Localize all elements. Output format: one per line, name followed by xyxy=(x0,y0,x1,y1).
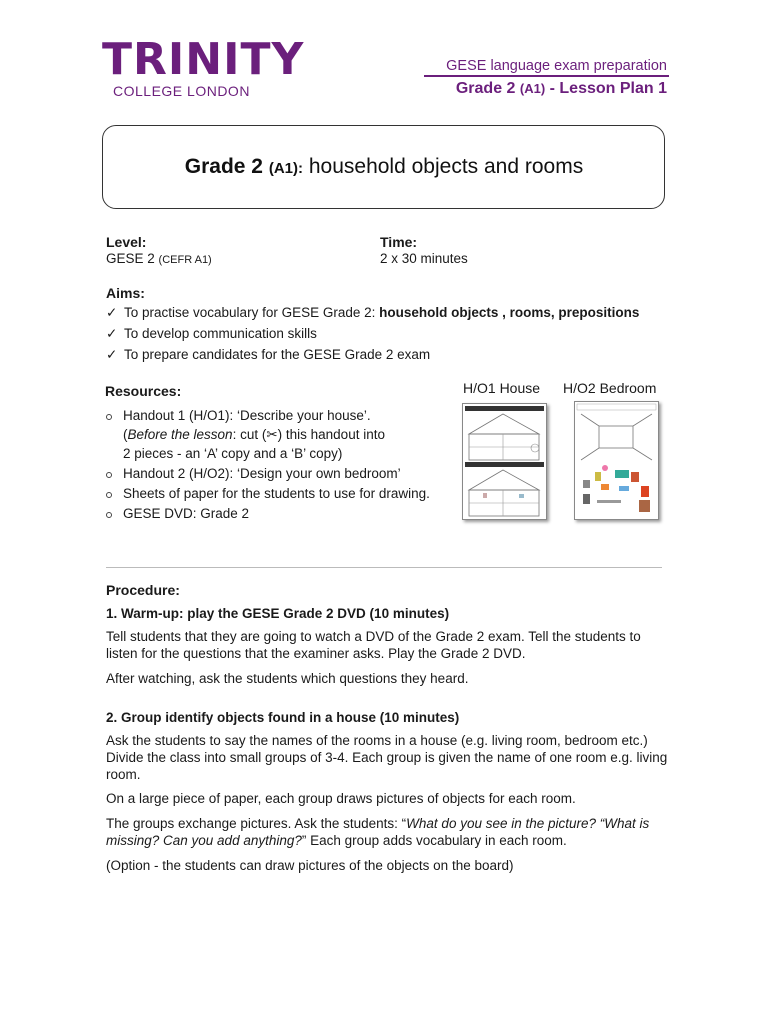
check-icon: ✓ xyxy=(106,326,118,341)
step2-paragraph-1: Ask the students to say the names of the rooms in a house (e.g. living room, bedroom etc.) Divide the class into small groups of 3-4. Each group is given the name of one room e.g. living room. xyxy=(106,733,668,782)
aim-item: ✓ To prepare candidates for the GESE Grade 2 exam xyxy=(106,344,639,365)
time-value: 2 x 30 minutes xyxy=(380,251,468,266)
aim-item: ✓ To develop communication skills xyxy=(106,323,639,344)
header-grade: Grade 2 xyxy=(455,80,516,97)
check-icon: ✓ xyxy=(106,347,118,362)
check-icon: ✓ xyxy=(106,305,118,320)
aims-list xyxy=(106,302,639,365)
aim-item: ✓ To practise vocabulary for GESE Grade 2: household objects , rooms, prepositions xyxy=(106,302,639,323)
resources-list xyxy=(106,406,466,524)
bullet-icon xyxy=(106,472,112,478)
aims-label: Aims: xyxy=(106,285,145,301)
resource-item: GESE DVD: Grade 2 xyxy=(106,504,466,523)
bullet-icon xyxy=(106,414,112,420)
step2-paragraph-2: On a large piece of paper, each group draws pictures of objects for each room. xyxy=(106,791,576,806)
aim-vocab-bold: household objects , rooms, prepositions xyxy=(379,305,640,320)
step1-heading: 1. Warm-up: play the GESE Grade 2 DVD (10 minutes) xyxy=(106,606,450,621)
resource-item: Handout 1 (H/O1): ‘Describe your house’. (Before the lesson: cut (✂) this handout into 2 pieces - an ‘A’ copy and a ‘B’ copy) xyxy=(106,406,466,463)
resource-item: Sheets of paper for the students to use for drawing. xyxy=(106,484,466,503)
page-title xyxy=(102,155,666,179)
title-grade: Grade 2 xyxy=(184,155,263,178)
logo-trinity: TRINITY xyxy=(102,34,305,85)
level-value xyxy=(106,251,212,266)
bullet-icon xyxy=(106,512,112,518)
header-plan: - Lesson Plan 1 xyxy=(549,80,667,97)
step2-heading: 2. Group identify objects found in a house (10 minutes) xyxy=(106,710,460,725)
level-cefr: (CEFR A1) xyxy=(158,254,212,266)
procedure-label: Procedure: xyxy=(106,582,180,598)
section-divider xyxy=(106,567,662,568)
house-handout-thumbnail xyxy=(462,403,547,520)
title-level-tag: (A1): xyxy=(268,160,304,177)
examiner-questions-italic: What do you see in the picture? “What is missing? Can you add anything? xyxy=(106,816,650,848)
level-value-text: GESE 2 xyxy=(106,251,155,266)
header-rule xyxy=(424,75,669,77)
bullet-icon xyxy=(106,492,112,498)
exam-prep-heading: GESE language exam preparation xyxy=(446,58,667,74)
bedroom-drawing-icon xyxy=(575,402,658,519)
resource-item: Handout 2 (H/O2): ‘Design your own bedroom’ xyxy=(106,464,466,483)
level-label: Level: xyxy=(106,234,147,250)
step2-paragraph-4: (Option - the students can draw pictures of the objects on the board) xyxy=(106,858,514,873)
resources-label: Resources: xyxy=(105,383,182,399)
logo-college-london: COLLEGE LONDON xyxy=(113,83,250,99)
step1-paragraph-2: After watching, ask the students which questions they heard. xyxy=(106,671,469,686)
step2-paragraph-3: The groups exchange pictures. Ask the students: “What do you see in the picture? “What is missing? Can you add anything?” Each group adds vocabulary in each room. xyxy=(106,816,650,848)
bedroom-handout-thumbnail xyxy=(574,401,659,520)
title-topic: household objects and rooms xyxy=(308,155,584,178)
time-label: Time: xyxy=(380,234,418,250)
header-level-tag: (A1) xyxy=(519,81,546,96)
lesson-plan-heading xyxy=(456,80,667,98)
thumb-bedroom-label: H/O2 Bedroom xyxy=(563,380,657,396)
thumb-house-label: H/O1 House xyxy=(463,380,541,396)
house-drawing-icon xyxy=(463,404,546,519)
step1-paragraph-1: Tell students that they are going to watch a DVD of the Grade 2 exam. Tell the students to listen for the questions that the examiner asks. Play the Grade 2 DVD. xyxy=(106,629,641,661)
